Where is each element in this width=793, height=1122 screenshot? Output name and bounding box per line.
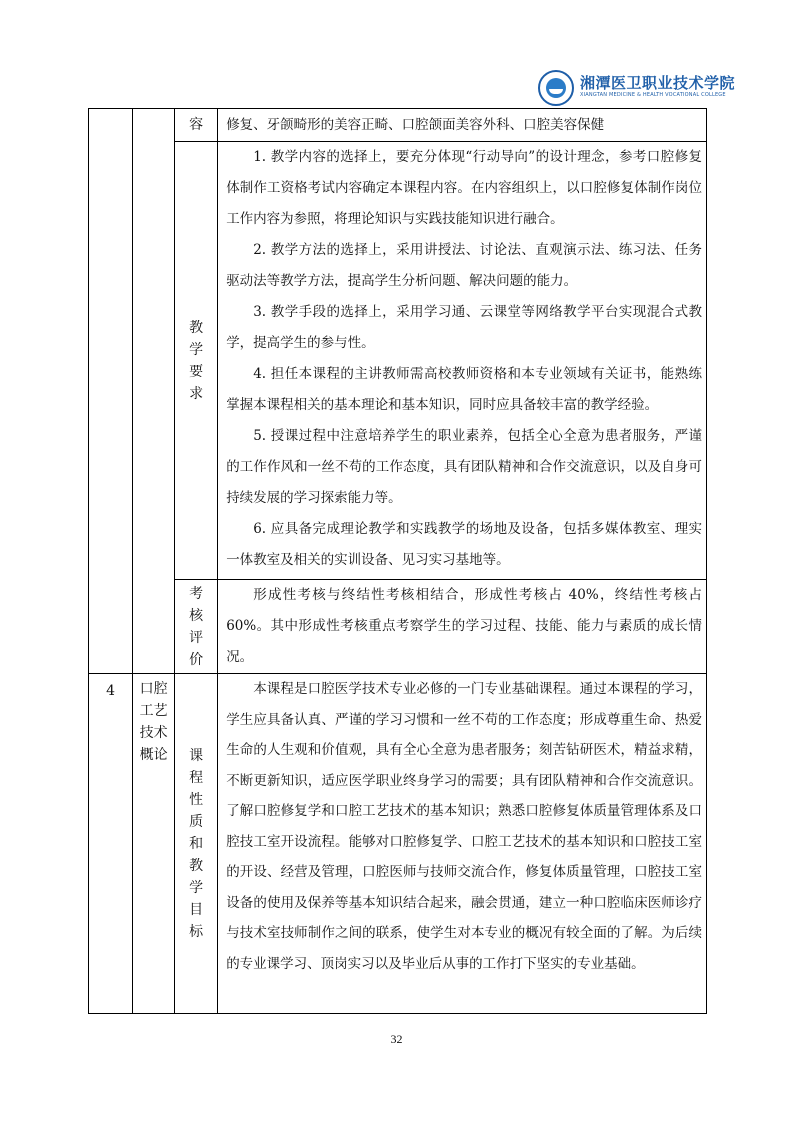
table-row-assessment <box>89 580 707 674</box>
course-name-cell <box>133 674 175 1014</box>
teaching-req-label <box>175 317 217 405</box>
teaching-req-text-cell <box>218 142 707 580</box>
assessment-text: 形成性考核与终结性考核相结合，形成性考核占 40%，终结性考核占 60%。其中形成性考核重点考察学生的学习过程、技能、能力与素质的成长情况。 <box>226 587 702 665</box>
course-name-line: 概论 <box>139 747 168 763</box>
teaching-req-paragraph: 2. 教学方法的选择上，采用讲授法、讨论法、直观演示法、练习法、任务驱动法等教学方法，提高学生分析问题、解决问题的能力。 <box>226 242 702 289</box>
course-goal-label-cell <box>175 674 218 1014</box>
assessment-label <box>175 583 217 671</box>
label-char: 考 <box>189 585 204 602</box>
content-label-cell <box>175 109 218 142</box>
label-char: 学 <box>189 341 204 358</box>
page-number: 32 <box>390 1032 403 1046</box>
label-char: 核 <box>189 607 204 624</box>
label-char: 教 <box>189 319 204 336</box>
label-char: 学 <box>189 879 204 896</box>
course-goal-text-cell <box>218 674 707 1014</box>
college-name-en: XIANGTAN MEDICINE & HEALTH VOCATIONAL COLLEGE <box>580 92 726 98</box>
course-number-cell <box>89 674 133 1014</box>
label-char: 要 <box>189 363 204 380</box>
label-char: 教 <box>189 857 204 874</box>
course-name-line: 工艺 <box>139 703 168 719</box>
teaching-req-paragraph: 1. 教学内容的选择上，要充分体现“行动导向”的设计理念，参考口腔修复体制作工资格考试内容确定本课程内容。在内容组织上，以口腔修复体制作岗位工作内容为参照，将理论知识与实践技能知识进行融合。 <box>226 149 702 227</box>
assessment-text-cell <box>218 580 707 674</box>
course-goal-label <box>175 745 217 943</box>
course-table <box>88 108 707 1014</box>
label-char: 目 <box>189 901 204 918</box>
label-char: 性 <box>189 791 204 808</box>
content-text: 修复、牙颌畸形的美容正畸、口腔颌面美容外科、口腔美容保健 <box>226 117 605 133</box>
label-char: 和 <box>189 835 204 852</box>
course-name <box>133 674 174 766</box>
teaching-req-label-cell <box>175 142 218 580</box>
table-row-course-4 <box>89 674 707 1014</box>
teaching-req-paragraph: 5. 授课过程中注意培养学生的职业素养，包括全心全意为患者服务，严谨的工作作风和一丝不苟的工作态度，具有团队精神和合作交流意识，以及自身可持续发展的学习探索能力等。 <box>226 428 702 506</box>
teaching-req-paragraph: 6. 应具备完成理论教学和实践教学的场地及设备，包括多媒体教室、理实一体教室及相关的实训设备、见习实习基地等。 <box>226 521 702 568</box>
label-char: 标 <box>189 923 204 940</box>
course-name-line: 技术 <box>139 725 168 741</box>
teaching-req-paragraph: 4. 担任本课程的主讲教师需高校教师资格和本专业领域有关证书，能熟练掌握本课程相关的基本理论和基本知识，同时应具备较丰富的教学经验。 <box>226 366 702 413</box>
content-text-cell <box>218 109 707 142</box>
course-name-cell-prev <box>133 109 175 674</box>
college-name-cn: 湘潭医卫职业技术学院 <box>580 74 736 92</box>
label-char: 质 <box>189 813 204 830</box>
teaching-req-paragraph: 3. 教学手段的选择上，采用学习通、云课堂等网络教学平台实现混合式教学，提高学生的参与性。 <box>226 304 702 351</box>
course-goal-text: 本课程是口腔医学技术专业必修的一门专业基础课程。通过本课程的学习，学生应具备认真、严谨的学习习惯和一丝不苟的工作态度；形成尊重生命、热爱生命的人生观和价值观，具有全心全意为患者服务；刻苦钻研医术，精益求精，不断更新知识，适应医学职业终身学习的需要；具有团队精神和合作交流意识。了解口腔修复学和口腔工艺技术的基本知识；熟悉口腔修复体质量管理体系及口腔技工室开设流程。能够对口腔修复学、口腔工艺技术的基本知识和口腔技工室的开设、经营及管理，口腔医师与技师交流合作，修复体质量管理，口腔技工室设备的使用及保养等基本知识结合起来，融会贯通，建立一种口腔临床医师诊疗与技术室技师制作之间的联系，使学生对本专业的概况有较全面的了解。为后续的专业课学习、顶岗实习以及毕业后从事的工作打下坚实的专业基础。 <box>226 681 702 972</box>
label-char: 程 <box>189 769 204 786</box>
label-char: 求 <box>189 385 204 402</box>
college-logo <box>538 70 736 110</box>
course-number: 4 <box>106 683 115 699</box>
table-row-content <box>89 109 707 142</box>
course-number-cell-prev <box>89 109 133 674</box>
label-char: 评 <box>189 629 204 646</box>
label-char: 价 <box>189 651 204 668</box>
label-char: 课 <box>189 747 204 764</box>
course-name-line: 口腔 <box>139 681 168 697</box>
assessment-label-cell <box>175 580 218 674</box>
table-row-teaching-requirements <box>89 142 707 580</box>
content-label: 容 <box>189 117 204 133</box>
college-emblem-icon <box>538 70 574 106</box>
